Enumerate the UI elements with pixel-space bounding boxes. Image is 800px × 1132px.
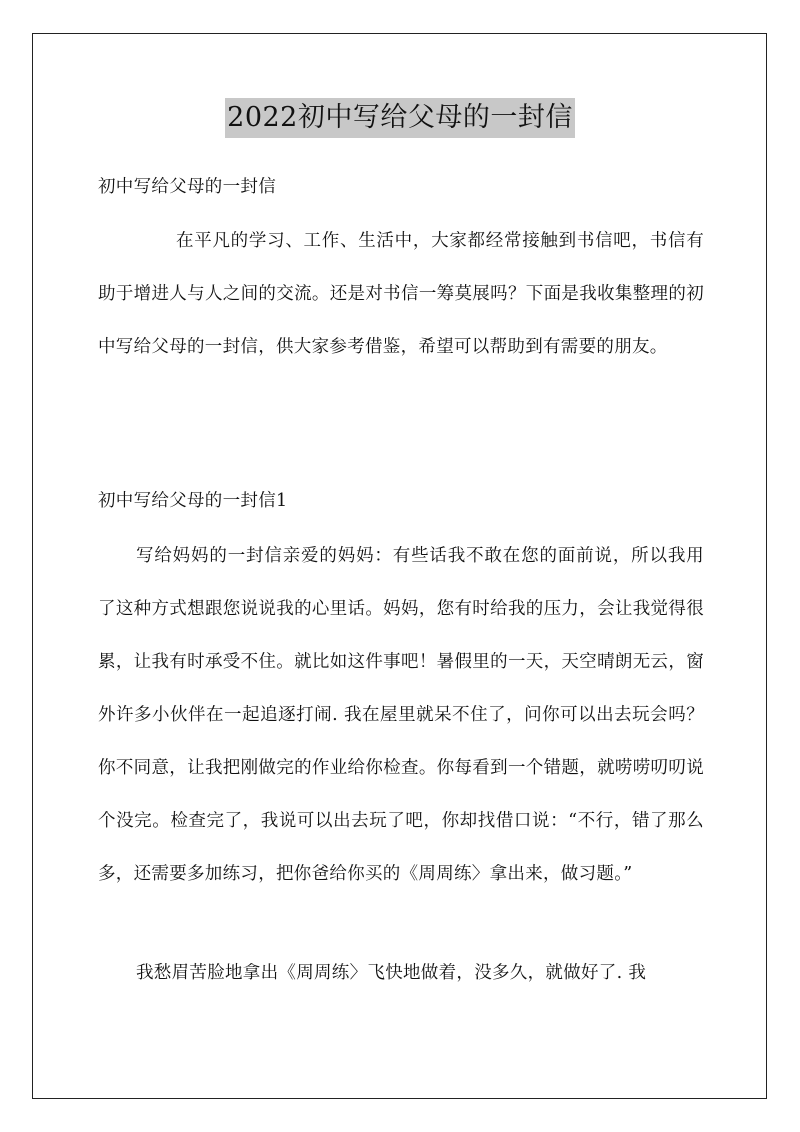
body-paragraph: 写给妈妈的一封信亲爱的妈妈：有些话我不敢在您的面前说，所以我用了这种方式想跟您说说我的心里话。妈妈，您有时给我的压力，会让我觉得很累，让我有时承受不住。就比如这件事吧！暑假里的一天，天空晴朗无云，窗外许多小伙伴在一起追逐打闹. 我在屋里就呆不住了，问你可以出去玩会吗？你不同意，让我把刚做完的作业给你检查。你每看到一个错题，就唠唠叨叨说个没完。检查完了，我说可以出去玩了吧，你却找借口说：“不行，错了那么多，还需要多加练习，把你爸给你买的《周周练〉拿出来，做习题。” <box>98 546 704 884</box>
document-title: 2022初中写给父母的一封信 <box>225 98 575 138</box>
title-container <box>0 98 800 138</box>
body-paragraph-continued: 我愁眉苦脸地拿出《周周练〉飞快地做着，没多久，就做好了. 我 <box>136 963 647 983</box>
intro-paragraph: 在平凡的学习、工作、生活中，大家都经常接触到书信吧，书信有助于增进人与人之间的交流。还是对书信一筹莫展吗？下面是我收集整理的初中写给父母的一封信，供大家参考借鉴，希望可以帮助到有需要的朋友。 <box>98 231 704 357</box>
document-subtitle: 初中写给父母的一封信 <box>98 177 276 197</box>
section-heading: 初中写给父母的一封信1 <box>98 491 288 511</box>
